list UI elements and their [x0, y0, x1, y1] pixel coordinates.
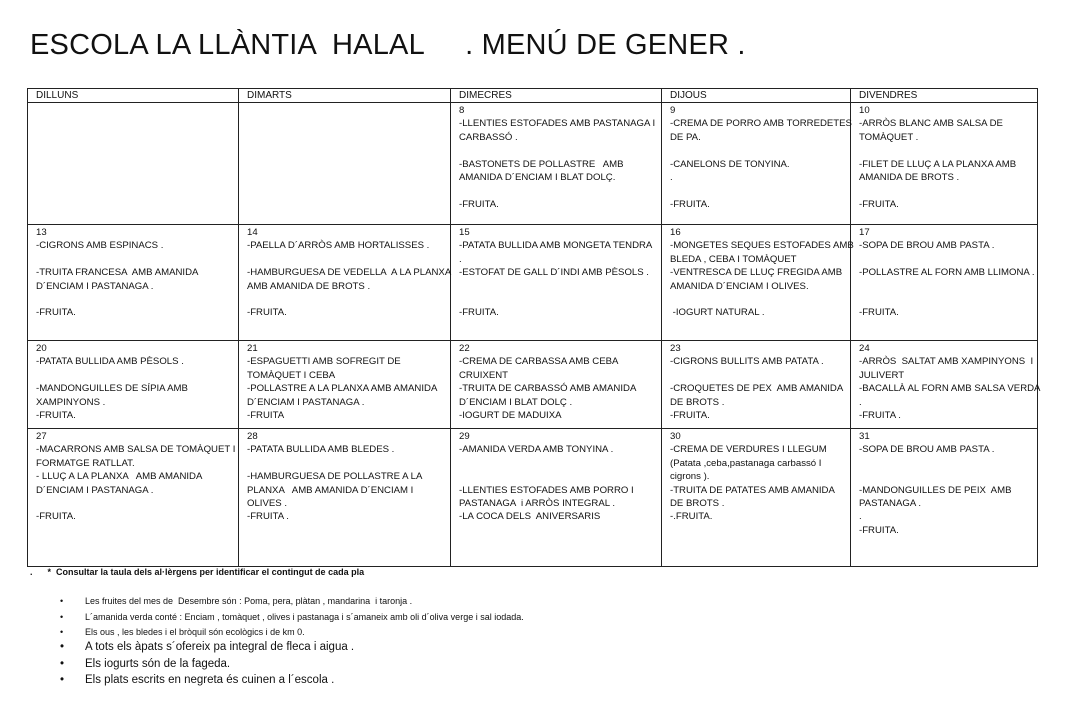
day-number: 20 — [36, 343, 47, 354]
menu-line: -POLLASTRE AL FORN AMB LLIMONA . — [859, 267, 1035, 279]
day-cell — [662, 429, 851, 567]
menu-line: AMANIDA DE BROTS . — [859, 172, 960, 184]
day-number: 31 — [859, 431, 870, 442]
day-cell — [28, 341, 239, 429]
day-cell — [28, 103, 239, 225]
bullet-icon: • — [60, 658, 65, 670]
bullet-icon: • — [60, 596, 64, 606]
menu-line: -FRUITA. — [859, 198, 899, 210]
week-row — [28, 341, 1038, 429]
menu-line: -POLLASTRE A LA PLANXA AMB AMANIDA — [247, 383, 438, 395]
menu-line: CRUIXENT — [459, 369, 509, 381]
menu-line: -FRUITA. — [670, 410, 710, 422]
day-cell — [451, 341, 662, 429]
menu-line — [459, 470, 653, 483]
day-header: DIMARTS — [239, 89, 451, 103]
day-cell — [239, 429, 451, 567]
menu-line — [670, 144, 842, 157]
menu-line: -ARRÒS SALTAT AMB XAMPINYONS I — [859, 356, 1034, 368]
day-cell — [239, 341, 451, 429]
day-cell — [28, 225, 239, 341]
menu-line: TOMÀQUET . — [859, 131, 919, 143]
menu-line: -HAMBURGUESA DE POLLASTRE A LA — [247, 471, 423, 483]
menu-line: XAMPINYONS . — [36, 396, 106, 408]
menu-line: -MONGETES SEQUES ESTOFADES AMB — [670, 240, 854, 252]
day-cell — [851, 225, 1038, 341]
menu-line: BLEDA , CEBA I TOMÀQUET — [670, 253, 797, 265]
menu-line: -BASTONETS DE POLLASTRE AMB — [459, 158, 624, 170]
week-row — [28, 225, 1038, 341]
menu-line: -VENTRESCA DE LLUÇ FREGIDA AMB — [670, 267, 843, 279]
menu-line: -FRUITA . — [859, 410, 901, 422]
menu-line — [859, 184, 1029, 197]
menu-line: DE BROTS . — [670, 498, 725, 510]
menu-line: -PATATA BULLIDA AMB MONGETA TENDRA — [459, 240, 653, 252]
menu-line — [459, 144, 653, 157]
menu-line: -.FRUITA. — [670, 511, 713, 523]
menu-line — [859, 457, 1029, 470]
menu-line: -FRUITA . — [247, 511, 289, 523]
day-cell — [239, 103, 451, 225]
menu-line: D´ENCIAM I BLAT DOLÇ . — [459, 396, 573, 408]
menu-table — [27, 88, 1041, 567]
menu-line: OLIVES . — [247, 498, 287, 510]
day-cell — [28, 429, 239, 567]
menu-line: -CREMA DE CARBASSA AMB CEBA — [459, 356, 619, 368]
day-number: 30 — [670, 431, 681, 442]
menu-line: -CANELONS DE TONYINA. — [670, 158, 790, 170]
menu-line: -FILET DE LLUÇ A LA PLANXA AMB — [859, 158, 1017, 170]
menu-line: CARBASSÓ . — [459, 131, 518, 143]
menu-line: -PATATA BULLIDA AMB PÈSOLS . — [36, 356, 184, 368]
menu-line — [459, 457, 653, 470]
menu-line: -IOGURT NATURAL . — [670, 307, 765, 319]
menu-line — [859, 144, 1029, 157]
menu-line: (Patata ,ceba,pastanaga carbassó I — [670, 457, 822, 469]
menu-line: - LLUÇ A LA PLANXA AMB AMANIDA — [36, 471, 203, 483]
menu-line: -FRUITA. — [36, 307, 76, 319]
menu-line: -FRUITA. — [459, 307, 499, 319]
day-number: 21 — [247, 343, 258, 354]
day-number: 28 — [247, 431, 258, 442]
day-cell — [662, 225, 854, 341]
menu-line — [247, 457, 442, 470]
menu-line: D´ENCIAM I PASTANAGA . — [36, 280, 154, 292]
menu-line — [670, 184, 842, 197]
menu-line: DE PA. — [670, 131, 701, 143]
menu-line: -FRUITA. — [36, 410, 76, 422]
menu-line: -AMANIDA VERDA AMB TONYINA . — [459, 444, 614, 456]
menu-line: -LLENTIES ESTOFADES AMB PASTANAGA I — [459, 118, 656, 130]
menu-line: PASTANAGA . — [859, 498, 922, 509]
day-number: 27 — [36, 431, 47, 442]
menu-line: PLANXA AMB AMANIDA D´ENCIAM I — [247, 484, 414, 496]
menu-line: -LA COCA DELS ANIVERSARIS — [459, 511, 601, 523]
menu-line: PASTANAGA i ARRÒS INTEGRAL . — [459, 498, 616, 509]
allergen-note: . * Consultar la taula dels al·lèrgens per identificar el contingut de cada pla — [30, 567, 365, 577]
day-header: DIMECRES — [451, 89, 662, 103]
menu-line: -FRUITA — [247, 410, 285, 422]
menu-line: AMANIDA D´ENCIAM I OLIVES. — [670, 280, 809, 292]
menu-line: -CIGRONS BULLITS AMB PATATA . — [670, 356, 824, 368]
menu-line: -LLENTIES ESTOFADES AMB PORRO I — [459, 484, 634, 496]
bullet-text: L´amanida verda conté : Enciam , tomàquet , olives i pastanaga i s´amaneix amb oli d´oliva verge i sal iodada. — [85, 612, 524, 622]
menu-line: -TRUITA DE PATATES AMB AMANIDA — [670, 484, 835, 496]
day-cell — [851, 429, 1038, 567]
menu-line: -PAELLA D´ARRÒS AMB HORTALISSES . — [247, 240, 430, 252]
menu-line: -BACALLÀ AL FORN AMB SALSA VERDA — [859, 383, 1041, 395]
week-row — [28, 103, 1038, 225]
bullet-icon: • — [60, 641, 65, 653]
menu-line: -FRUITA. — [36, 511, 76, 523]
menu-line: -TRUITA FRANCESA AMB AMANIDA — [36, 267, 199, 279]
menu-line: AMANIDA D´ENCIAM I BLAT DOLÇ. — [459, 172, 616, 184]
menu-line: -PATATA BULLIDA AMB BLEDES . — [247, 444, 395, 456]
menu-line: DE BROTS . — [670, 396, 725, 408]
menu-line: D´ENCIAM I PASTANAGA . — [247, 396, 365, 408]
menu-line — [859, 470, 1029, 483]
menu-line: -CREMA DE PORRO AMB TORREDETES — [670, 118, 852, 130]
menu-line — [36, 369, 230, 382]
bullet-icon: • — [60, 627, 64, 637]
bullet-text: Els plats escrits en negreta és cuinen a l´escola . — [85, 674, 335, 686]
day-number: 29 — [459, 431, 470, 442]
menu-line — [859, 253, 1029, 266]
menu-line: D´ENCIAM I PASTANAGA . — [36, 484, 154, 496]
day-header: DILLUNS — [28, 89, 239, 103]
day-cell — [851, 341, 1041, 429]
day-number: 23 — [670, 343, 681, 354]
day-cell — [851, 103, 1038, 225]
menu-line: -FRUITA. — [459, 198, 499, 210]
day-number: 13 — [36, 227, 47, 238]
day-number: 8 — [459, 105, 465, 116]
menu-line — [36, 497, 230, 510]
bullet-icon: • — [60, 612, 64, 622]
menu-line: -CROQUETES DE PEX AMB AMANIDA — [670, 383, 844, 395]
day-cell — [662, 103, 851, 225]
bullet-icon: • — [60, 674, 65, 686]
day-cell — [662, 341, 851, 429]
bullet-text: A tots els àpats s´ofereix pa integral de fleca i aigua . — [85, 641, 355, 653]
week-row — [28, 429, 1038, 567]
menu-line: -MACARRONS AMB SALSA DE TOMÀQUET I — [36, 444, 236, 456]
menu-line: -MANDONGUILLES DE PEIX AMB — [859, 484, 1012, 496]
menu-line: cigrons ). — [670, 471, 710, 483]
menu-line — [36, 293, 230, 306]
day-number: 14 — [247, 227, 258, 238]
menu-line: -IOGURT DE MADUIXA — [459, 410, 562, 422]
menu-line — [670, 293, 842, 306]
day-number: 24 — [859, 343, 870, 354]
menu-line: -ESPAGUETTI AMB SOFREGIT DE — [247, 356, 401, 368]
menu-line: -FRUITA. — [247, 307, 287, 319]
day-number: 15 — [459, 227, 470, 238]
menu-line — [247, 253, 442, 266]
day-header: DIJOUS — [662, 89, 851, 103]
bullet-text: Els ous , les bledes i el bròquil són ecològics i de km 0. — [85, 627, 305, 637]
day-number: 16 — [670, 227, 681, 238]
menu-line: -CREMA DE VERDURES I LLEGUM — [670, 444, 827, 456]
menu-line: -TRUITA DE CARBASSÓ AMB AMANIDA — [459, 383, 637, 395]
menu-line: -FRUITA. — [859, 307, 899, 319]
menu-line — [859, 280, 1029, 293]
menu-line: -CIGRONS AMB ESPINACS . — [36, 240, 164, 252]
day-header: DIVENDRES — [851, 89, 1038, 103]
day-cell — [451, 225, 662, 341]
menu-line — [459, 184, 653, 197]
menu-line: -ESTOFAT DE GALL D´INDI AMB PÈSOLS . — [459, 267, 649, 279]
menu-line: AMB AMANIDA DE BROTS . — [247, 280, 371, 292]
day-cell — [239, 225, 451, 341]
bullet-text: Els iogurts són de la fageda. — [85, 658, 231, 670]
menu-line — [459, 280, 653, 293]
menu-line: -FRUITA. — [859, 524, 899, 536]
menu-line — [459, 293, 653, 306]
menu-line: JULIVERT — [859, 369, 905, 381]
menu-line: . — [859, 396, 862, 408]
page-title: ESCOLA LA LLÀNTIA HALAL . MENÚ DE GENER . — [30, 29, 746, 61]
day-number: 22 — [459, 343, 470, 354]
menu-line: -HAMBURGUESA DE VEDELLA A LA PLANXA — [247, 267, 452, 279]
menu-line: -SOPA DE BROU AMB PASTA . — [859, 444, 995, 456]
menu-line: -ARRÒS BLANC AMB SALSA DE — [859, 118, 1003, 130]
menu-line: TOMÀQUET I CEBA — [247, 369, 336, 381]
menu-line: . — [859, 511, 862, 523]
day-number: 17 — [859, 227, 870, 238]
menu-line: -FRUITA. — [670, 198, 710, 210]
header-row — [28, 89, 1038, 103]
day-number: 10 — [859, 105, 870, 116]
bullet-text: Les fruites del mes de Desembre són : Poma, pera, plàtan , mandarina i taronja . — [85, 596, 413, 606]
menu-line: -SOPA DE BROU AMB PASTA . — [859, 240, 995, 252]
menu-line — [36, 253, 230, 266]
menu-line — [247, 293, 442, 306]
menu-line: . — [459, 253, 462, 265]
menu-line: -MANDONGUILLES DE SÍPIA AMB — [36, 383, 188, 395]
menu-line — [859, 293, 1029, 306]
menu-line: FORMATGE RATLLAT. — [36, 457, 135, 469]
day-cell — [451, 429, 662, 567]
menu-line: . — [670, 172, 673, 184]
menu-line — [670, 369, 842, 382]
day-number: 9 — [670, 105, 676, 116]
day-cell — [451, 103, 662, 225]
